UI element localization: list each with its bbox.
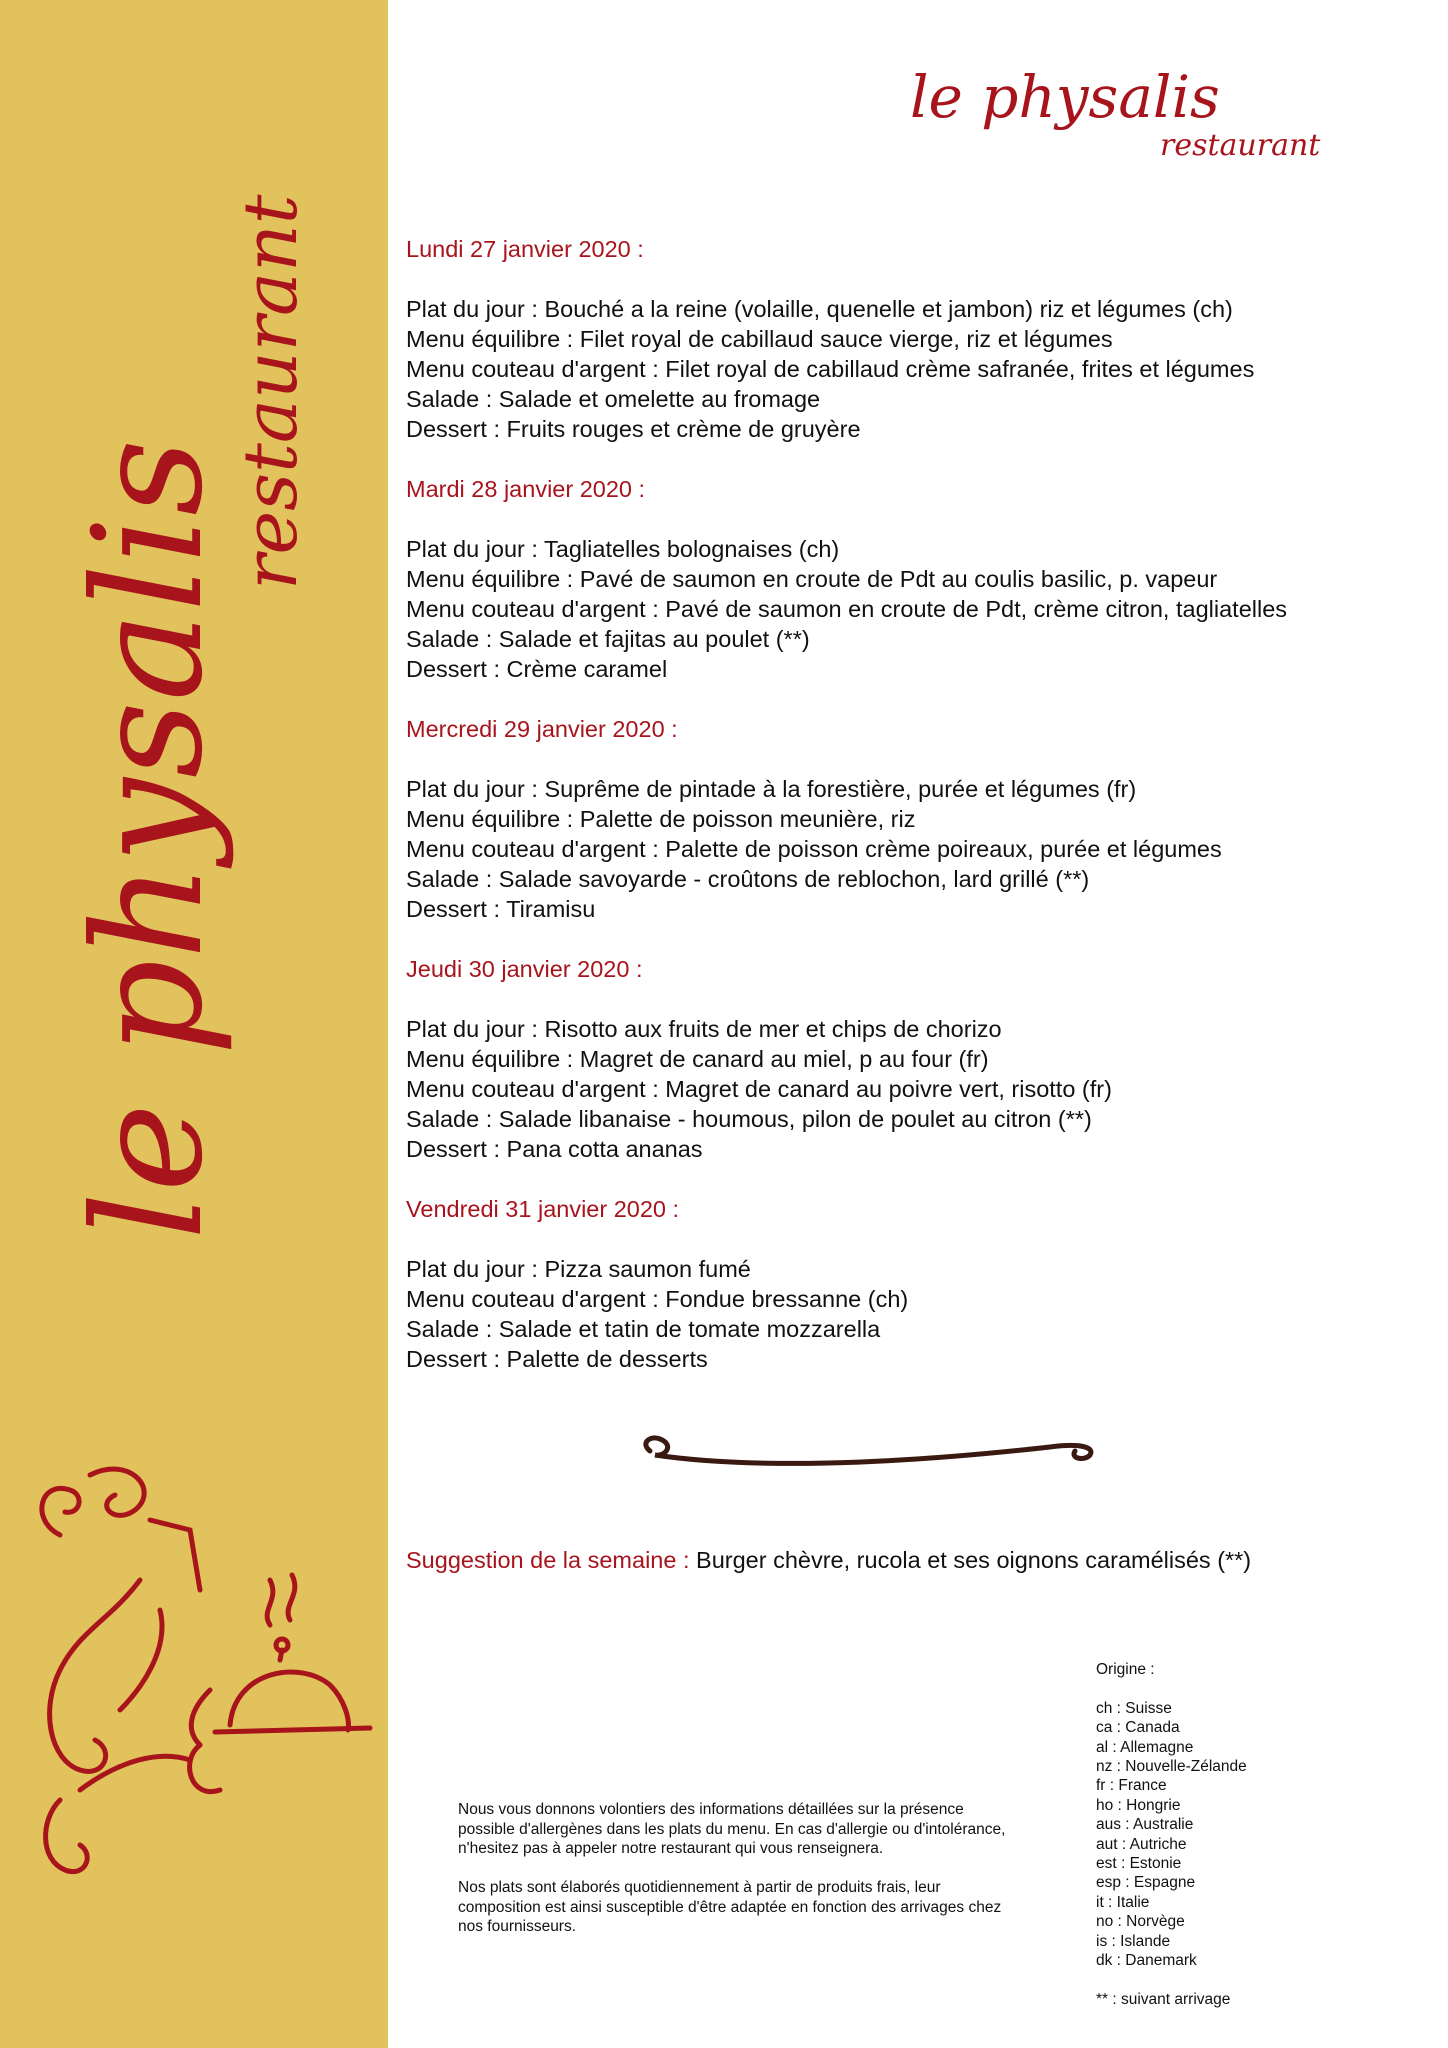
swash-divider — [630, 1425, 1110, 1475]
menu-item: Menu couteau d'argent : Filet royal de cabillaud crème safranée, frites et légumes — [406, 356, 1255, 382]
menu-item: Dessert : Crème caramel — [406, 656, 668, 682]
menu-item: Menu équilibre : Pavé de saumon en croute de Pdt au coulis basilic, p. vapeur — [406, 566, 1218, 592]
origin-item: est : Estonie — [1096, 1855, 1182, 1873]
menu-item: Plat du jour : Bouché a la reine (volaille, quenelle et jambon) riz et légumes (ch) — [406, 296, 1233, 322]
sidebar-logo-name: le physalis — [62, 438, 236, 1240]
origin-item: ch : Suisse — [1096, 1699, 1172, 1717]
allergen-info — [458, 1800, 1018, 1956]
origin-item: fr : France — [1096, 1777, 1167, 1795]
menu-item: Menu équilibre : Palette de poisson meunière, riz — [406, 806, 916, 832]
sidebar-logo-tagline: restaurant — [228, 194, 314, 590]
day-title: Jeudi 30 janvier 2020 : — [406, 956, 643, 982]
menu-item: Plat du jour : Pizza saumon fumé — [406, 1256, 751, 1282]
day-title: Mardi 28 janvier 2020 : — [406, 476, 646, 502]
day-section — [406, 1194, 1436, 1374]
day-title: Lundi 27 janvier 2020 : — [406, 236, 644, 262]
origin-item: aus : Australie — [1096, 1816, 1194, 1834]
menu-item: Salade : Salade et fajitas au poulet (**) — [406, 626, 810, 652]
menu-item: Salade : Salade et tatin de tomate mozzarella — [406, 1316, 881, 1342]
menu-item: Menu équilibre : Magret de canard au miel, p au four (fr) — [406, 1046, 989, 1072]
menu-item: Menu couteau d'argent : Magret de canard au poivre vert, risotto (fr) — [406, 1076, 1112, 1102]
allergen-paragraph: Nous vous donnons volontiers des informations détaillées sur la présence possible d'allergènes dans les plats du menu. En cas d'allergie ou d'intolérance, n'hesitez pas à appeler notre restaurant qui vous renseignera. — [458, 1801, 1006, 1857]
origin-item: aut : Autriche — [1096, 1835, 1187, 1853]
chef-illustration — [20, 1460, 390, 1890]
menu-item: Menu couteau d'argent : Fondue bressanne (ch) — [406, 1286, 909, 1312]
sidebar — [0, 0, 388, 2048]
day-title: Vendredi 31 janvier 2020 : — [406, 1196, 680, 1222]
day-section — [406, 474, 1436, 684]
header-logo — [900, 55, 1400, 175]
suggestion-label: Suggestion de la semaine : — [406, 1547, 690, 1573]
header-logo-name: le physalis — [910, 63, 1220, 131]
menu-item: Menu équilibre : Filet royal de cabillaud sauce vierge, riz et légumes — [406, 326, 1113, 352]
menu-item: Plat du jour : Risotto aux fruits de mer et chips de chorizo — [406, 1016, 1002, 1042]
weekly-suggestion — [406, 1545, 1251, 1575]
menu-item: Plat du jour : Suprême de pintade à la forestière, purée et légumes (fr) — [406, 776, 1137, 802]
menu-item: Salade : Salade libanaise - houmous, pilon de poulet au citron (**) — [406, 1106, 1092, 1132]
origin-item: no : Norvège — [1096, 1913, 1185, 1931]
menu-item: Plat du jour : Tagliatelles bolognaises (ch) — [406, 536, 840, 562]
origin-title: Origine : — [1096, 1661, 1155, 1678]
menu-item: Dessert : Tiramisu — [406, 896, 596, 922]
menu-item: Salade : Salade et omelette au fromage — [406, 386, 821, 412]
day-section — [406, 234, 1436, 444]
weekly-menu — [406, 234, 1436, 1404]
origin-item: nz : Nouvelle-Zélande — [1096, 1758, 1247, 1776]
sidebar-logo — [0, 0, 388, 1330]
menu-item: Dessert : Fruits rouges et crème de gruyère — [406, 416, 861, 442]
origin-item: esp : Espagne — [1096, 1874, 1196, 1892]
day-section — [406, 954, 1436, 1164]
header-logo-tagline: restaurant — [1160, 128, 1321, 163]
origin-legend — [1096, 1660, 1247, 2009]
menu-item: Salade : Salade savoyarde - croûtons de reblochon, lard grillé (**) — [406, 866, 1090, 892]
origin-item: ho : Hongrie — [1096, 1796, 1181, 1814]
menu-item: Menu couteau d'argent : Palette de poisson crème poireaux, purée et légumes — [406, 836, 1222, 862]
day-section — [406, 714, 1436, 924]
freshness-paragraph: Nos plats sont élaborés quotidiennement à partir de produits frais, leur composition est ainsi susceptible d'être adaptée en fonction des arrivages chez nos fournisseurs. — [458, 1879, 1002, 1935]
menu-item: Dessert : Palette de desserts — [406, 1346, 708, 1372]
origin-item: ca : Canada — [1096, 1719, 1180, 1737]
origin-item: dk : Danemark — [1096, 1952, 1197, 1970]
origin-note: ** : suivant arrivage — [1096, 1990, 1231, 2008]
origin-item: al : Allemagne — [1096, 1738, 1194, 1756]
day-title: Mercredi 29 janvier 2020 : — [406, 716, 678, 742]
origin-item: is : Islande — [1096, 1932, 1171, 1950]
suggestion-text: Burger chèvre, rucola et ses oignons caramélisés (**) — [689, 1547, 1252, 1573]
origin-item: it : Italie — [1096, 1893, 1150, 1911]
menu-item: Menu couteau d'argent : Pavé de saumon en croute de Pdt, crème citron, tagliatelles — [406, 596, 1288, 622]
menu-item: Dessert : Pana cotta ananas — [406, 1136, 703, 1162]
